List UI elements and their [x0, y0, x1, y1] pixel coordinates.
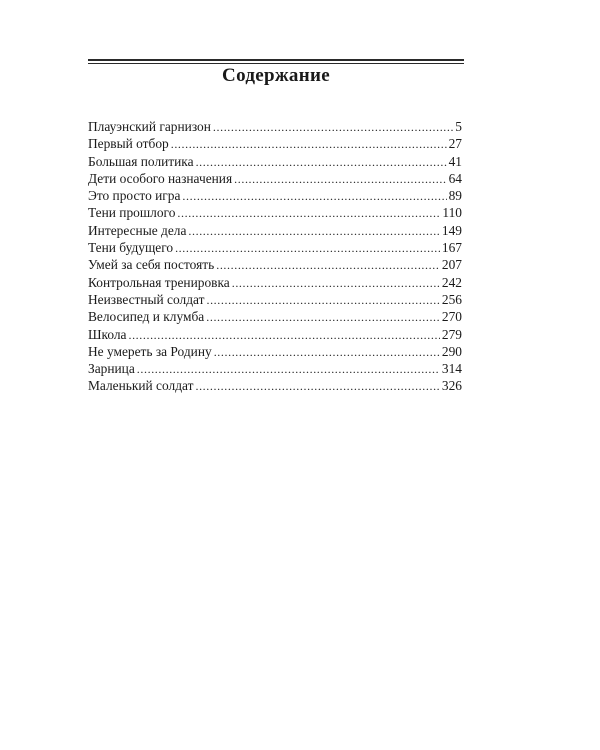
toc-entry-title: Не умереть за Родину — [88, 343, 212, 359]
toc-entry-title: Это просто игра — [88, 188, 181, 204]
toc-entry — [88, 118, 462, 135]
toc-entry — [88, 204, 462, 221]
toc-entry-title: Дети особого назначения — [88, 170, 233, 186]
toc-entry-title: Большая политика — [88, 153, 194, 169]
toc-dot-leader — [182, 187, 446, 205]
toc-entry — [88, 308, 462, 325]
toc-dot-leader — [177, 204, 440, 222]
toc-entry-page: 256 — [441, 291, 462, 307]
toc-entry-page: 270 — [441, 309, 462, 325]
toc-entry-page: 149 — [441, 222, 462, 238]
toc-entry-title: Интересные дела — [88, 222, 187, 238]
toc-entry-title: Зарница — [88, 361, 135, 377]
toc-entry — [88, 291, 462, 308]
toc-dot-leader — [175, 239, 440, 257]
toc-entry — [88, 153, 462, 170]
toc-dot-leader — [188, 222, 440, 240]
toc-dot-leader — [137, 360, 440, 378]
toc-entry — [88, 222, 462, 239]
toc-entry-page: 27 — [448, 136, 462, 152]
toc-dot-leader — [232, 274, 440, 292]
toc-dot-leader — [171, 135, 447, 153]
toc-entry-title: Школа — [88, 326, 127, 342]
toc-entry-title: Неизвестный солдат — [88, 291, 205, 307]
toc-entry-page: 64 — [448, 170, 462, 186]
toc-entry-title: Маленький солдат — [88, 378, 194, 394]
toc-dot-leader — [195, 377, 439, 395]
toc-dot-leader — [216, 256, 440, 274]
toc-entry-title: Контрольная тренировка — [88, 274, 230, 290]
toc-entry-page: 89 — [448, 188, 462, 204]
toc-dot-leader — [213, 118, 453, 136]
toc-entry — [88, 256, 462, 273]
toc-dot-leader — [206, 308, 440, 326]
toc-entry — [88, 274, 462, 291]
toc-entry-page: 207 — [441, 257, 462, 273]
toc-entry-page: 167 — [441, 240, 462, 256]
toc-entry — [88, 135, 462, 152]
toc-dot-leader — [196, 153, 447, 171]
table-of-contents — [88, 118, 462, 395]
toc-dot-leader — [128, 326, 439, 344]
toc-entry — [88, 343, 462, 360]
toc-entry-page: 326 — [441, 378, 462, 394]
toc-entry-page: 110 — [442, 205, 462, 221]
toc-entry-title: Велосипед и клумба — [88, 309, 205, 325]
toc-entry-page: 242 — [441, 274, 462, 290]
toc-entry — [88, 326, 462, 343]
toc-dot-leader — [234, 170, 446, 188]
header-rule-thick — [88, 59, 464, 61]
toc-entry-title: Тени прошлого — [88, 205, 176, 221]
toc-entry — [88, 187, 462, 204]
toc-entry — [88, 377, 462, 394]
toc-dot-leader — [214, 343, 440, 361]
toc-entry-title: Тени будущего — [88, 240, 174, 256]
toc-entry-page: 314 — [441, 361, 462, 377]
toc-entry-page: 5 — [455, 119, 462, 134]
toc-entry-page: 279 — [441, 326, 462, 342]
toc-entry-title: Умей за себя постоять — [88, 257, 215, 273]
toc-entry-page: 41 — [448, 153, 462, 169]
toc-entry-title: Плауэнский гарнизон — [88, 119, 211, 134]
toc-entry-title: Первый отбор — [88, 136, 169, 152]
toc-entry — [88, 170, 462, 187]
toc-entry — [88, 239, 462, 256]
toc-dot-leader — [206, 291, 439, 309]
toc-entry — [88, 360, 462, 377]
page-title: Содержание — [222, 65, 330, 86]
toc-entry-page: 290 — [441, 343, 462, 359]
